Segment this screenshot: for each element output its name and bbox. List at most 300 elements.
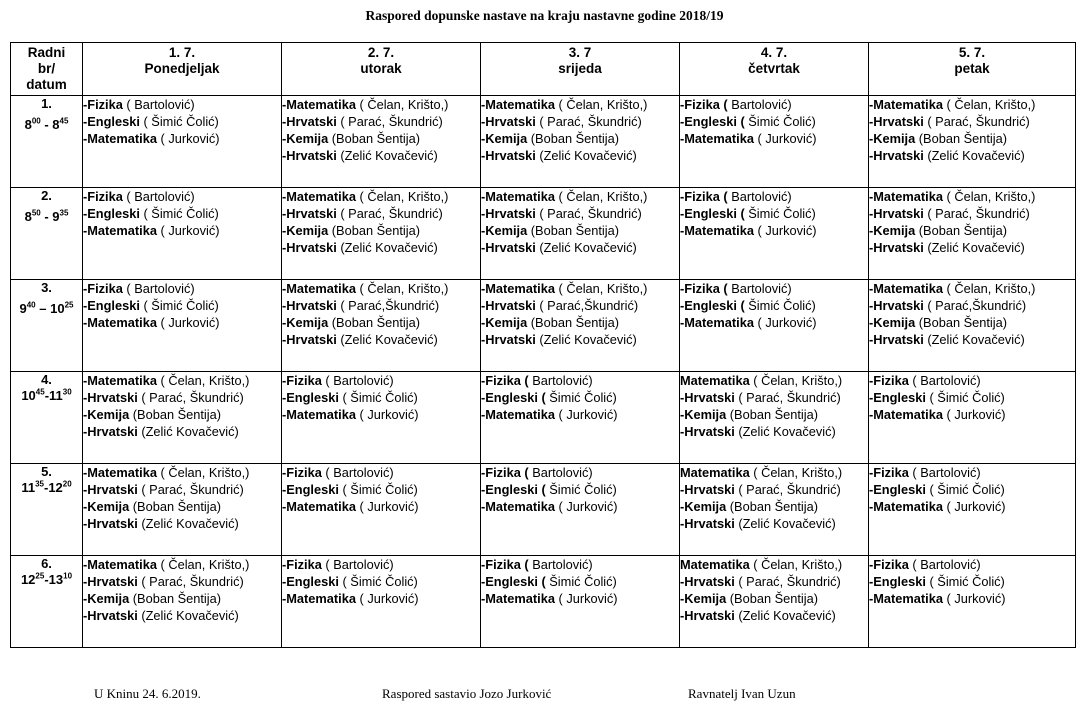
subject-name: -Kemija	[680, 499, 727, 514]
lesson-entry	[282, 314, 480, 331]
lesson-entry	[869, 372, 1075, 389]
lesson-entry	[680, 389, 868, 406]
subject-name: -Hrvatski	[481, 206, 536, 221]
subject-name: -Engleski	[869, 390, 926, 405]
teacher-name: ( Jurković)	[753, 223, 817, 238]
teacher-name: ( Čelan, Krišto,)	[156, 373, 250, 388]
slot-number: 3.	[41, 280, 52, 295]
lesson-entry	[282, 556, 480, 573]
slot-time: $8^{50} - 9^{35}$	[24, 208, 69, 224]
subject-name: -Hrvatski	[680, 608, 735, 623]
teacher-name: ( Šimić Čolić)	[139, 206, 219, 221]
slot-number: 5.	[41, 464, 52, 479]
teacher-name: ( Jurković)	[156, 315, 220, 330]
slot-time: $10^{45}-11^{30}$	[21, 387, 72, 403]
subject-name: -Matematika	[869, 407, 943, 422]
lesson-entry	[680, 297, 868, 314]
lesson-entry	[83, 314, 281, 331]
teacher-name: ( Jurković)	[156, 223, 220, 238]
lesson-entry	[481, 331, 679, 348]
lesson-entry	[869, 147, 1075, 164]
lesson-entry	[282, 205, 480, 222]
teacher-name: ( Bartolović)	[321, 465, 394, 480]
subject-name: -Hrvatski	[83, 608, 138, 623]
subject-name: -Engleski (	[481, 390, 546, 405]
lesson-entry	[282, 498, 480, 515]
footer-author: Raspored sastavio Jozo Jurković	[382, 686, 552, 701]
subject-name: -Engleski (	[680, 206, 745, 221]
teacher-name: ( Bartolović)	[908, 465, 981, 480]
lesson-entry	[282, 188, 480, 205]
lesson-entry	[680, 423, 868, 440]
slot-cell	[11, 188, 83, 280]
teacher-name: Bartolović)	[727, 189, 792, 204]
header-day-1: 1. 7. Ponedjeljak	[83, 43, 282, 96]
teacher-name: Šimić Čolić)	[545, 390, 617, 405]
lesson-entry	[83, 498, 281, 515]
lesson-entry	[282, 481, 480, 498]
subject-name: -Matematika	[282, 499, 356, 514]
slot-cell	[11, 96, 83, 188]
lesson-entry	[680, 205, 868, 222]
lesson-entry	[481, 280, 679, 297]
lesson-entry	[869, 113, 1075, 130]
subject-name: -Fizika	[869, 465, 909, 480]
teacher-name: ( Bartolović)	[321, 557, 394, 572]
subject-name: -Hrvatski	[481, 114, 536, 129]
lesson-cell	[83, 372, 282, 464]
subject-name: -Kemija	[282, 315, 329, 330]
lesson-entry	[481, 498, 679, 515]
lesson-cell	[680, 464, 869, 556]
lesson-cell	[481, 280, 680, 372]
subject-name: Matematika	[680, 373, 750, 388]
subject-name: -Kemija	[680, 591, 727, 606]
subject-name: -Hrvatski	[481, 332, 536, 347]
lesson-entry	[83, 222, 281, 239]
slot-time: $9^{40} - 10^{25}$	[19, 300, 74, 316]
lesson-entry	[282, 113, 480, 130]
subject-name: -Matematika	[83, 557, 157, 572]
teacher-name: (Boban Šentija)	[129, 591, 221, 606]
lesson-entry	[869, 573, 1075, 590]
slot-time: $8^{00} - 8^{45}$	[24, 116, 69, 132]
subject-name: -Kemija	[282, 223, 329, 238]
lesson-cell	[83, 464, 282, 556]
lesson-entry	[869, 389, 1075, 406]
subject-name: -Hrvatski	[869, 206, 924, 221]
lesson-entry	[83, 130, 281, 147]
schedule-row	[11, 556, 1076, 648]
lesson-cell	[869, 280, 1076, 372]
subject-name: -Hrvatski	[282, 298, 337, 313]
teacher-name: (Zelić Kovačević)	[336, 240, 438, 255]
lesson-cell	[869, 372, 1076, 464]
teacher-name: ( Šimić Čolić)	[925, 482, 1005, 497]
lesson-cell	[481, 372, 680, 464]
teacher-name: (Boban Šentija)	[129, 407, 221, 422]
lesson-entry	[83, 389, 281, 406]
lesson-entry	[481, 147, 679, 164]
lesson-entry	[680, 607, 868, 624]
lesson-entry	[83, 423, 281, 440]
subject-name: -Kemija	[282, 131, 329, 146]
lesson-cell	[282, 188, 481, 280]
lesson-entry	[282, 297, 480, 314]
teacher-name: (Zelić Kovačević)	[923, 240, 1025, 255]
lesson-entry	[869, 222, 1075, 239]
subject-name: -Matematika	[481, 407, 555, 422]
lesson-cell	[680, 188, 869, 280]
lesson-entry	[83, 464, 281, 481]
teacher-name: ( Jurković)	[554, 591, 618, 606]
lesson-entry	[680, 130, 868, 147]
schedule-table	[10, 42, 1076, 648]
lesson-entry	[680, 188, 868, 205]
schedule-row	[11, 464, 1076, 556]
teacher-name: ( Čelan, Krišto,)	[156, 557, 250, 572]
subject-name: -Matematika	[481, 499, 555, 514]
subject-name: -Fizika	[869, 373, 909, 388]
lesson-entry	[481, 372, 679, 389]
subject-name: -Fizika (	[680, 97, 728, 112]
subject-name: -Matematika	[869, 189, 943, 204]
lesson-cell	[282, 464, 481, 556]
subject-name: -Hrvatski	[869, 148, 924, 163]
subject-name: -Hrvatski	[869, 114, 924, 129]
teacher-name: ( Parać, Škundrić)	[535, 206, 642, 221]
lesson-entry	[282, 280, 480, 297]
teacher-name: (Zelić Kovačević)	[734, 608, 836, 623]
teacher-name: Bartolović)	[528, 557, 593, 572]
teacher-name: ( Jurković)	[942, 499, 1006, 514]
teacher-name: ( Parać, Škundrić)	[923, 206, 1030, 221]
lesson-entry	[481, 297, 679, 314]
lesson-entry	[680, 481, 868, 498]
teacher-name: ( Jurković)	[355, 407, 419, 422]
lesson-entry	[869, 280, 1075, 297]
lesson-entry	[481, 481, 679, 498]
subject-name: -Hrvatski	[282, 114, 337, 129]
teacher-name: ( Parać, Škundrić)	[336, 206, 443, 221]
footer-principal: Ravnatelj Ivan Uzun	[688, 686, 796, 701]
subject-name: -Hrvatski	[83, 390, 138, 405]
lesson-entry	[282, 331, 480, 348]
header-day-3: 3. 7 srijeda	[481, 43, 680, 96]
teacher-name: ( Šimić Čolić)	[139, 298, 219, 313]
schedule-row	[11, 188, 1076, 280]
subject-name: -Hrvatski	[83, 516, 138, 531]
teacher-name: ( Parać, Škundrić)	[137, 574, 244, 589]
subject-name: -Hrvatski	[481, 240, 536, 255]
lesson-entry	[282, 406, 480, 423]
slot-cell	[11, 372, 83, 464]
lesson-entry	[83, 297, 281, 314]
lesson-entry	[83, 113, 281, 130]
lesson-entry	[869, 331, 1075, 348]
lesson-entry	[481, 464, 679, 481]
subject-name: -Hrvatski	[680, 424, 735, 439]
teacher-name: Šimić Čolić)	[744, 298, 816, 313]
subject-name: -Matematika	[282, 281, 356, 296]
slot-cell	[11, 464, 83, 556]
lesson-entry	[680, 556, 868, 573]
subject-name: -Hrvatski	[680, 482, 735, 497]
lesson-entry	[481, 314, 679, 331]
subject-name: -Matematika	[481, 189, 555, 204]
lesson-entry	[869, 130, 1075, 147]
subject-name: -Engleski	[869, 482, 926, 497]
lesson-entry	[481, 389, 679, 406]
subject-name: -Matematika	[83, 373, 157, 388]
lesson-cell	[869, 556, 1076, 648]
teacher-name: (Zelić Kovačević)	[734, 516, 836, 531]
lesson-entry	[83, 556, 281, 573]
subject-name: -Kemija	[869, 131, 916, 146]
teacher-name: (Zelić Kovačević)	[535, 240, 637, 255]
teacher-name: (Boban Šentija)	[527, 315, 619, 330]
lesson-entry	[680, 515, 868, 532]
lesson-entry	[481, 239, 679, 256]
teacher-name: (Zelić Kovačević)	[923, 148, 1025, 163]
teacher-name: ( Jurković)	[753, 131, 817, 146]
teacher-name: ( Parać, Škundrić)	[137, 482, 244, 497]
teacher-name: ( Parać, Škundrić)	[336, 114, 443, 129]
subject-name: -Matematika	[83, 465, 157, 480]
teacher-name: ( Čelan, Krišto,)	[942, 189, 1036, 204]
lesson-entry	[869, 481, 1075, 498]
teacher-name: ( Čelan, Krišto,)	[355, 189, 449, 204]
subject-name: -Kemija	[869, 315, 916, 330]
teacher-name: (Zelić Kovačević)	[734, 424, 836, 439]
lesson-entry	[869, 188, 1075, 205]
lesson-cell	[680, 280, 869, 372]
teacher-name: ( Jurković)	[355, 591, 419, 606]
teacher-name: (Boban Šentija)	[328, 131, 420, 146]
lesson-cell	[282, 556, 481, 648]
lesson-entry	[481, 573, 679, 590]
lesson-cell	[680, 96, 869, 188]
lesson-entry	[83, 280, 281, 297]
subject-name: -Engleski	[869, 574, 926, 589]
teacher-name: Šimić Čolić)	[545, 574, 617, 589]
teacher-name: (Boban Šentija)	[726, 407, 818, 422]
lesson-entry	[481, 406, 679, 423]
lesson-entry	[481, 556, 679, 573]
lesson-entry	[481, 188, 679, 205]
lesson-entry	[282, 147, 480, 164]
lesson-cell	[869, 464, 1076, 556]
teacher-name: ( Čelan, Krišto,)	[355, 97, 449, 112]
subject-name: -Fizika (	[680, 281, 728, 296]
subject-name: -Matematika	[282, 97, 356, 112]
subject-name: -Engleski	[282, 482, 339, 497]
lesson-cell	[83, 280, 282, 372]
subject-name: -Kemija	[680, 407, 727, 422]
subject-name: -Matematika	[83, 223, 157, 238]
lesson-entry	[481, 96, 679, 113]
teacher-name: ( Jurković)	[942, 407, 1006, 422]
teacher-name: Bartolović)	[528, 465, 593, 480]
lesson-entry	[282, 464, 480, 481]
teacher-name: ( Čelan, Krišto,)	[355, 281, 449, 296]
subject-name: -Engleski	[282, 574, 339, 589]
lesson-entry	[481, 205, 679, 222]
lesson-entry	[282, 96, 480, 113]
subject-name: -Matematika	[869, 499, 943, 514]
subject-name: -Matematika	[869, 281, 943, 296]
lesson-entry	[282, 573, 480, 590]
subject-name: -Kemija	[481, 131, 528, 146]
subject-name: -Hrvatski	[680, 516, 735, 531]
lesson-cell	[83, 556, 282, 648]
subject-name: -Matematika	[481, 97, 555, 112]
subject-name: -Kemija	[481, 223, 528, 238]
teacher-name: ( Jurković)	[753, 315, 817, 330]
subject-name: -Matematika	[481, 591, 555, 606]
subject-name: -Engleski (	[680, 114, 745, 129]
lesson-entry	[282, 239, 480, 256]
lesson-entry	[282, 222, 480, 239]
subject-name: -Hrvatski	[481, 298, 536, 313]
teacher-name: (Boban Šentija)	[915, 131, 1007, 146]
teacher-name: ( Parać,Škundrić)	[923, 298, 1027, 313]
subject-name: -Hrvatski	[83, 482, 138, 497]
teacher-name: (Zelić Kovačević)	[336, 148, 438, 163]
teacher-name: ( Čelan, Krišto,)	[749, 373, 843, 388]
teacher-name: Šimić Čolić)	[744, 206, 816, 221]
lesson-entry	[869, 239, 1075, 256]
schedule-row	[11, 96, 1076, 188]
teacher-name: ( Jurković)	[554, 499, 618, 514]
lesson-cell	[680, 372, 869, 464]
subject-name: -Fizika (	[481, 557, 529, 572]
lesson-entry	[680, 280, 868, 297]
teacher-name: ( Šimić Čolić)	[139, 114, 219, 129]
teacher-name: (Boban Šentija)	[527, 131, 619, 146]
lesson-entry	[83, 573, 281, 590]
lesson-entry	[282, 389, 480, 406]
lesson-entry	[680, 573, 868, 590]
subject-name: -Kemija	[481, 315, 528, 330]
lesson-entry	[481, 222, 679, 239]
teacher-name: (Boban Šentija)	[915, 223, 1007, 238]
teacher-name: (Zelić Kovačević)	[535, 332, 637, 347]
teacher-name: ( Bartolović)	[321, 373, 394, 388]
slot-number: 6.	[41, 556, 52, 571]
teacher-name: (Zelić Kovačević)	[137, 608, 239, 623]
teacher-name: ( Šimić Čolić)	[338, 574, 418, 589]
schedule-row	[11, 280, 1076, 372]
teacher-name: (Zelić Kovačević)	[137, 424, 239, 439]
teacher-name: Bartolović)	[727, 97, 792, 112]
lesson-entry	[869, 314, 1075, 331]
lesson-entry	[83, 515, 281, 532]
teacher-name: ( Parać, Škundrić)	[535, 114, 642, 129]
teacher-name: (Boban Šentija)	[726, 591, 818, 606]
teacher-name: (Zelić Kovačević)	[137, 516, 239, 531]
lesson-entry	[680, 590, 868, 607]
lesson-entry	[282, 372, 480, 389]
teacher-name: ( Čelan, Krišto,)	[156, 465, 250, 480]
teacher-name: ( Šimić Čolić)	[925, 390, 1005, 405]
teacher-name: ( Jurković)	[554, 407, 618, 422]
subject-name: -Matematika	[680, 315, 754, 330]
subject-name: -Matematika	[680, 223, 754, 238]
teacher-name: (Boban Šentija)	[726, 499, 818, 514]
lesson-entry	[680, 96, 868, 113]
lesson-entry	[680, 406, 868, 423]
subject-name: -Fizika (	[481, 373, 529, 388]
lesson-cell	[481, 556, 680, 648]
teacher-name: (Zelić Kovačević)	[923, 332, 1025, 347]
lesson-entry	[83, 481, 281, 498]
subject-name: -Fizika	[869, 557, 909, 572]
subject-name: -Engleski	[282, 390, 339, 405]
subject-name: -Fizika	[282, 557, 322, 572]
subject-name: -Fizika	[282, 373, 322, 388]
lesson-cell	[83, 188, 282, 280]
subject-name: -Engleski	[83, 298, 140, 313]
teacher-name: ( Bartolović)	[122, 97, 195, 112]
teacher-name: (Boban Šentija)	[328, 223, 420, 238]
lesson-entry	[869, 406, 1075, 423]
lesson-entry	[680, 222, 868, 239]
subject-name: -Hrvatski	[869, 240, 924, 255]
teacher-name: Šimić Čolić)	[545, 482, 617, 497]
teacher-name: ( Bartolović)	[122, 189, 195, 204]
subject-name: -Hrvatski	[869, 298, 924, 313]
lesson-entry	[83, 205, 281, 222]
teacher-name: Bartolović)	[528, 373, 593, 388]
subject-name: -Fizika	[83, 281, 123, 296]
header-day-4: 4. 7. četvrtak	[680, 43, 869, 96]
subject-name: -Hrvatski	[282, 148, 337, 163]
slot-time: $11^{35}-12^{20}$	[21, 479, 72, 495]
teacher-name: ( Bartolović)	[122, 281, 195, 296]
lesson-entry	[282, 590, 480, 607]
teacher-name: ( Čelan, Krišto,)	[749, 557, 843, 572]
lesson-cell	[282, 372, 481, 464]
footer-place-date: U Kninu 24. 6.2019.	[94, 686, 201, 701]
teacher-name: ( Parać, Škundrić)	[137, 390, 244, 405]
subject-name: -Matematika	[869, 97, 943, 112]
teacher-name: ( Jurković)	[942, 591, 1006, 606]
subject-name: -Hrvatski	[83, 574, 138, 589]
subject-name: -Hrvatski	[282, 240, 337, 255]
teacher-name: Šimić Čolić)	[744, 114, 816, 129]
teacher-name: ( Parać, Škundrić)	[734, 390, 841, 405]
slot-number: 4.	[41, 372, 52, 387]
subject-name: Matematika	[680, 465, 750, 480]
lesson-cell	[481, 464, 680, 556]
teacher-name: (Boban Šentija)	[915, 315, 1007, 330]
subject-name: -Hrvatski	[869, 332, 924, 347]
lesson-entry	[83, 188, 281, 205]
subject-name: -Hrvatski	[680, 574, 735, 589]
subject-name: -Fizika	[83, 189, 123, 204]
teacher-name: ( Jurković)	[355, 499, 419, 514]
document-title: Raspored dopunske nastave na kraju nastavne godine 2018/19	[365, 8, 724, 23]
lesson-cell	[869, 96, 1076, 188]
lesson-cell	[282, 96, 481, 188]
subject-name: -Matematika	[282, 189, 356, 204]
header-day-2: 2. 7. utorak	[282, 43, 481, 96]
slot-number: 1.	[41, 96, 52, 111]
lesson-entry	[869, 556, 1075, 573]
teacher-name: ( Parać, Škundrić)	[734, 482, 841, 497]
subject-name: -Fizika	[83, 97, 123, 112]
